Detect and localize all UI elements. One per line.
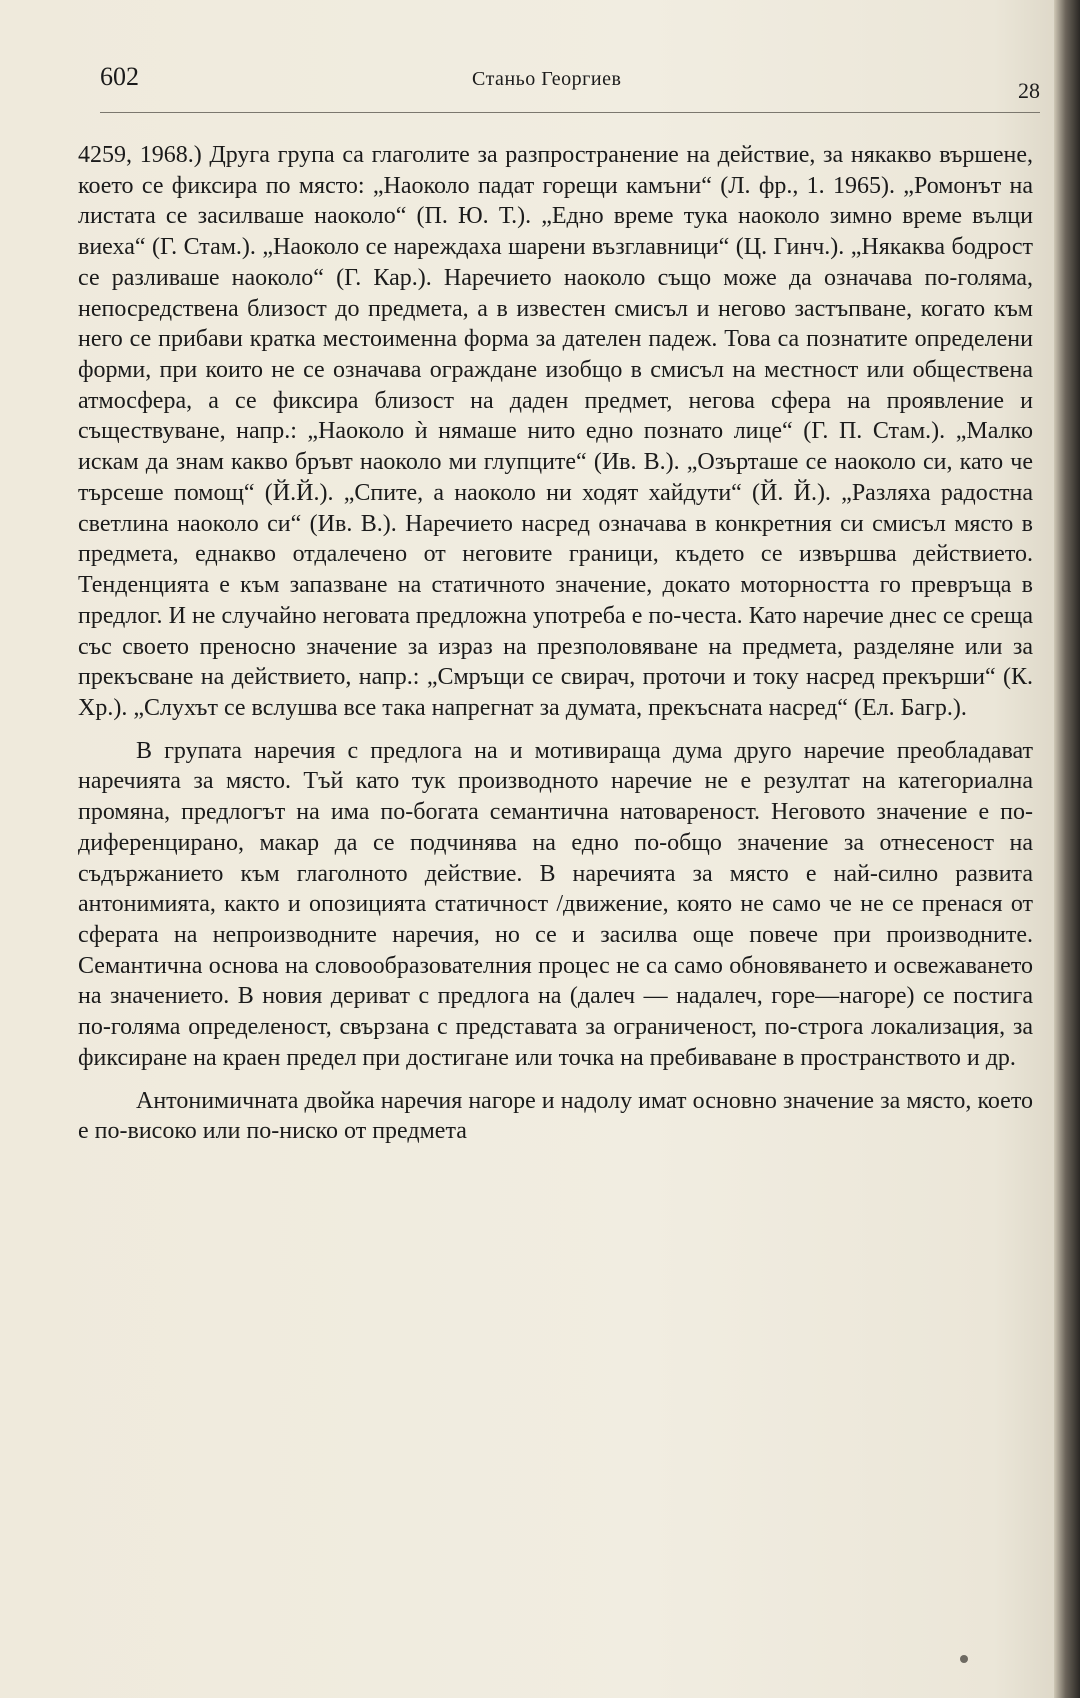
- running-head: Станьо Георгиев: [472, 68, 622, 90]
- ink-speck: [960, 1655, 968, 1663]
- page-mark: 28: [1018, 78, 1040, 103]
- page-header: [100, 62, 1040, 102]
- body-text: [78, 140, 1033, 1159]
- paragraph: В групата наречия с предлога на и мотивираща дума друго наречие преобладават наречията за място. Тъй като тук производното наречие не е резултат на категориална промяна, предлогът на има по-богата семантична натовареност. Неговото значение е по-диференцирано, макар да се подчинява на едно по-общо значение за отнесеност на съдържанието към глаголното действие. В наречията за място е най-силно развита антонимията, както и опозицията статичност /движение, която не само че не се пренася от сферата на непроизводните наречия, но се и засилва още повече при производните. Семантична основа на словообразователния процес не са само обновяването и освежаването на значението. В новия дериват с предлога на (далеч — надалеч, горе—нагоре) се постига по-голяма определеност, свързана с представата за ограниченост, по-строга локализация, за фиксиране на краен предел при достигане или точка на пребиваване в пространството и др.: [78, 737, 1033, 1071]
- book-spine: [1054, 0, 1080, 1698]
- page-number: 602: [100, 62, 139, 91]
- header-rule: [100, 112, 1040, 113]
- paragraph: Антонимичната двойка наречия нагоре и надолу имат основно значение за място, което е по-високо или по-ниско от предмета: [78, 1087, 1033, 1145]
- paragraph: 4259, 1968.) Друга група са глаголите за разпространение на действие, за някакво вършене, което се фиксира по място: „Наоколо падат горещи камъни“ (Л. фр., 1. 1965). „Ромонът на листата се засилваше наоколо“ (П. Ю. Т.). „Едно време тука наоколо зимно време вълци виеха“ (Г. Стам.). „Наоколо се нареждаха шарени възглавници“ (Ц. Гинч.). „Някаква бодрост се разливаше наоколо“ (Г. Кар.). Наречието наоколо също може да означава по-голяма, непосредствена близост до предмета, а в известен смисъл и негово застъпване, когато към него се прибави кратка местоименна форма за дателен падеж. Това са познатите определени форми, при които не се означава ограждане изобщо в смисъл на местност или обществена атмосфера, а се фиксира близост на даден предмет, негова сфера на проявление и съществуване, напр.: „Наоколо ѝ нямаше нито едно познато лице“ (Г. П. Стам.). „Малко искам да знам какво бръвт наоколо ми глупците“ (Ив. В.). „Озърташе се наоколо си, като че търсеше помощ“ (Й.Й.). „Спите, а наоколо ни ходят хайдути“ (Й. Й.). „Разляха радостна светлина наоколо си“ (Ив. В.). Наречието насред означава в конкретния си смисъл място в предмета, еднакво отдалечено от неговите граници, където се извършва действието. Тенденцията е към запазване на статичното значение, докато моторността го превръща в предлог. И не случайно неговата предложна употреба е по-честа. Като наречие днес се среща със своето преносно значение за израз на презполовяване на предмета, разделяне или за прекъсване на действието, напр.: „Смръщи се свирач, проточи и току насред прекърши“ (К. Хр.). „Слухът се вслушва все така напрегнат за думата, прекъсната насред“ (Ел. Багр.).: [78, 142, 1033, 721]
